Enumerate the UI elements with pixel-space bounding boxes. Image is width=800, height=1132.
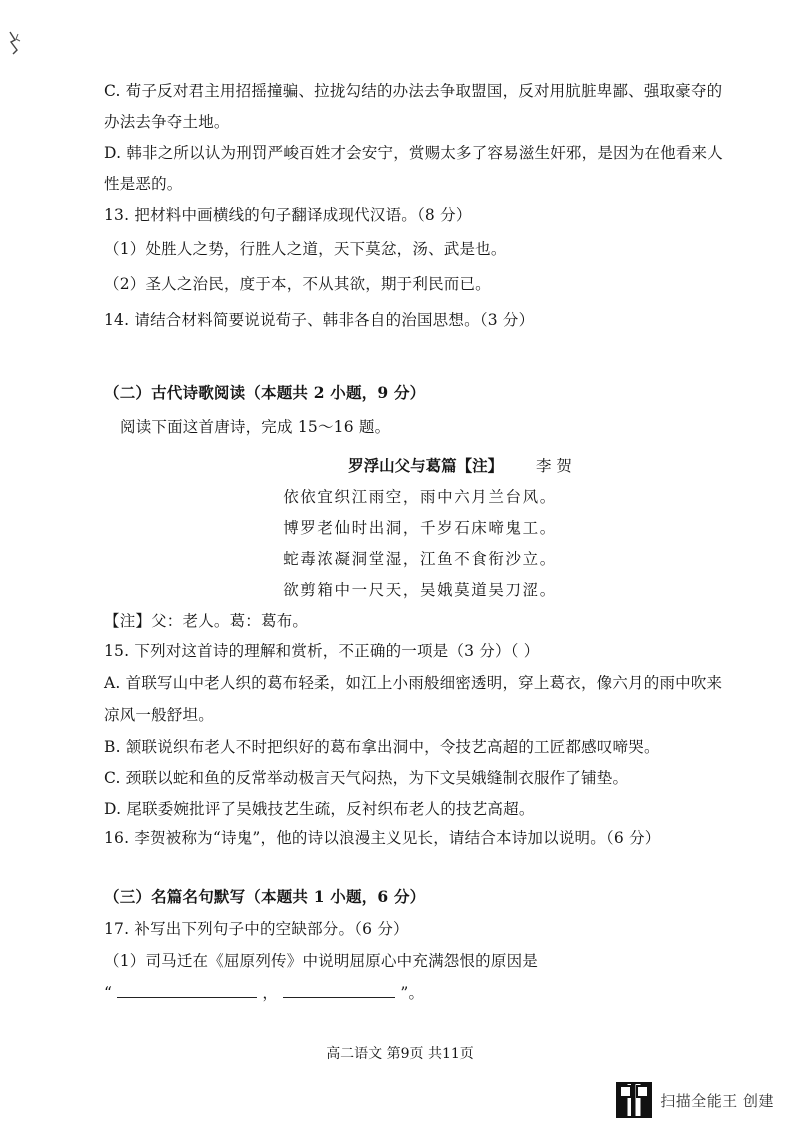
poem-line: 依依宜织江雨空，雨中六月兰台风。: [283, 488, 557, 506]
poem-author: 李 贺: [535, 457, 572, 475]
poem-line: 蛇毒浓凝洞堂湿，江鱼不食衔沙立。: [283, 550, 557, 568]
q12-option-d-line2: 性是恶的。: [104, 175, 183, 193]
corner-mark-icon: [6, 30, 24, 56]
q15-option-a-line1: A. 首联写山中老人织的葛布轻柔，如江上小雨般细密透明，穿上葛衣，像六月的雨中吹来: [104, 674, 723, 692]
poem-line: 博罗老仙时出洞，千岁石床啼鬼工。: [283, 519, 557, 537]
answer-blank-1[interactable]: [117, 983, 257, 998]
open-quote: “: [104, 984, 113, 1002]
question-13-item-1: （1）处胜人之势，行胜人之道，天下莫忿，汤、武是也。: [104, 240, 507, 258]
question-16: 16. 李贺被称为“诗鬼”，他的诗以浪漫主义见长，请结合本诗加以说明。（6 分）: [104, 829, 661, 847]
answer-blank-2[interactable]: [283, 983, 395, 998]
q15-option-b: B. 颔联说织布老人不时把织好的葛布拿出洞中，令技艺高超的工匠都感叹啼哭。: [104, 738, 660, 756]
poem-note: 【注】父：老人。葛：葛布。: [104, 612, 309, 630]
blank-comma: ，: [262, 984, 279, 1002]
question-17: 17. 补写出下列句子中的空缺部分。（6 分）: [104, 920, 409, 938]
section-2-heading: （二）古代诗歌阅读（本题共 2 小题，9 分）: [104, 383, 426, 402]
question-15: 15. 下列对这首诗的理解和赏析，不正确的一项是（3 分）（ ）: [104, 642, 540, 660]
q12-option-c-line1: C. 荀子反对君主用招摇撞骗、拉拢勾结的办法去争取盟国，反对用肮脏卑鄙、强取豪夺的: [104, 82, 723, 100]
q15-option-c: C. 颈联以蛇和鱼的反常举动极言天气闷热，为下文吴娥缝制衣服作了铺垫。: [104, 769, 629, 787]
question-14: 14. 请结合材料简要说说荀子、韩非各自的治国思想。（3 分）: [104, 311, 535, 329]
q12-option-c-line2: 办法去争夺土地。: [104, 113, 230, 131]
poem-intro: 阅读下面这首唐诗，完成 15～16 题。: [120, 418, 391, 436]
question-13-item-2: （2）圣人之治民，度于本，不从其欲，期于利民而已。: [104, 275, 491, 293]
poem-title: 罗浮山父与葛篇【注】: [348, 456, 504, 475]
qr-code-icon: [616, 1082, 652, 1118]
q15-option-a-line2: 凉风一般舒坦。: [104, 706, 214, 724]
question-17-answer-row: [104, 982, 424, 1004]
question-17-item-1: （1）司马迁在《屈原列传》中说明屈原心中充满怨恨的原因是: [104, 952, 538, 970]
section-3-heading: （三）名篇名句默写（本题共 1 小题，6 分）: [104, 887, 426, 906]
watermark-text: 扫描全能王 创建: [660, 1091, 774, 1110]
poem-title-row: [60, 455, 800, 477]
page-footer: 高二语文 第9页 共11页: [326, 1046, 474, 1062]
q15-option-d: D. 尾联委婉批评了吴娥技艺生疏，反衬织布老人的技艺高超。: [104, 800, 535, 818]
close-quote: ”。: [400, 984, 425, 1002]
q12-option-d-line1: D. 韩非之所以认为刑罚严峻百姓才会安宁，赏赐太多了容易滋生奸邪，是因为在他看来人: [104, 144, 723, 162]
scanner-watermark: [616, 1082, 774, 1118]
poem-line: 欲剪箱中一尺天，吴娥莫道吴刀涩。: [283, 581, 557, 599]
question-13: 13. 把材料中画横线的句子翻译成现代汉语。（8 分）: [104, 206, 472, 224]
